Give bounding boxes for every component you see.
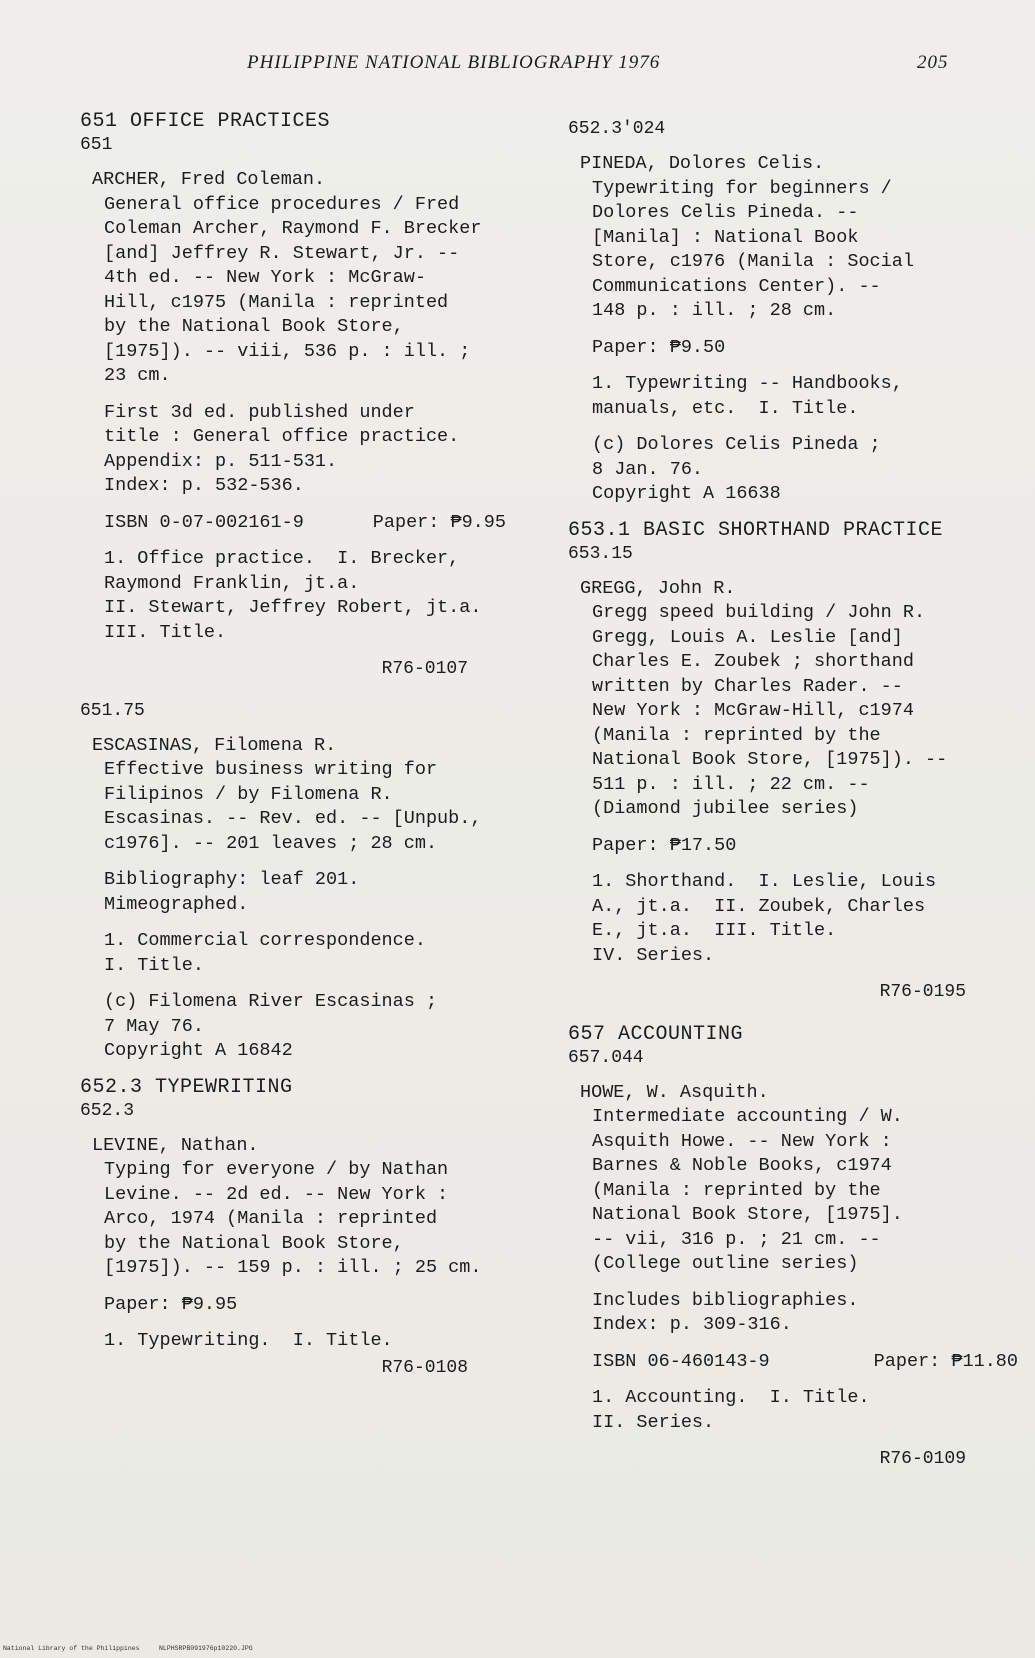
entry-description: Effective business writing for Filipinos / by Filomena R. Escasinas. -- Rev. ed. -- [Unpub., c1976]. -- 201 leaves ; 28 cm. [104,759,482,854]
entry-tracing: 1. Typewriting. I. Title. [104,1330,393,1351]
page-number: 205 [917,52,949,73]
entry-tracing: 1. Shorthand. I. Leslie, Louis A., jt.a. II. Zoubek, Charles E., jt.a. III. Title. IV. Series. [592,871,937,966]
section-heading: 657 ACCOUNTING [568,1022,744,1046]
right-column [568,118,1018,1490]
entry-levine [80,1134,520,1381]
entry-tracing: 1. Office practice. I. Brecker, Raymond Franklin, jt.a. II. Stewart, Jeffrey Robert, jt.a. III. Title. [104,548,482,643]
class-number: 651.75 [80,700,145,721]
entry-author: LEVINE, Nathan. [92,1134,259,1156]
price: Paper: ₱9.95 [372,511,506,533]
isbn: ISBN 06-460143-9 [592,1350,770,1372]
entry-author: PINEDA, Dolores Celis. [580,153,825,174]
entry-author: ARCHER, Fred Coleman. [92,169,326,190]
entry-notes: Bibliography: leaf 201. Mimeographed. [104,869,360,915]
entry-copyright: (c) Dolores Celis Pineda ; 8 Jan. 76. Copyright A 16638 [592,434,881,504]
entry-description: Typing for everyone / by Nathan Levine. -- 2d ed. -- New York : Arco, 1974 (Manila : reprinted by the National Book Store, [1975]). -- 159 p. : ill. ; 25 cm. [104,1159,482,1278]
entry-tracing: 1. Typewriting -- Handbooks, manuals, etc. I. Title. [592,373,903,419]
entry-notes: Includes bibliographies. Index: p. 309-316. [592,1289,859,1335]
entry-tracing: 1. Commercial correspondence. I. Title. [104,930,426,976]
entry-description: Typewriting for beginners / Dolores Celis Pineda. -- [Manila] : National Book Store, c1976 (Manila : Social Communications Center). -- 148 p. : ill. ; 28 cm. [592,177,914,321]
section-heading: 652.3 TYPEWRITING [80,1075,293,1099]
class-number: 652.3 [80,1100,135,1121]
entry-description: Gregg speed building / John R. Gregg, Louis A. Leslie [and] Charles E. Zoubek ; shorthand written by Charles Rader. -- New York : McGraw-Hill, c1974 (Manila : reprinted by the National Book Store, [1975]). -- 511 p. : ill. ; 22 cm. -- (Diamond jubilee series) [592,602,948,819]
class-number: 651 [80,135,113,155]
price: Paper: ₱9.95 [104,1293,238,1315]
entry-gregg [568,577,1018,1005]
entry-copyright: (c) Filomena River Escasinas ; 7 May 76. Copyright A 16842 [104,991,438,1061]
entry-archer [80,168,520,682]
isbn: ISBN 0-07-002161-9 [104,511,304,533]
entry-author: ESCASINAS, Filomena R. [92,734,337,756]
entry-description: Intermediate accounting / W. Asquith Howe. -- New York : Barnes & Noble Books, c1974 (Manila : reprinted by the National Book Store, [1975]. -- vii, 316 p. ; 21 cm. -- (College outline series) [592,1106,903,1274]
entry-tracing: 1. Accounting. I. Title. II. Series. [592,1387,870,1433]
entry-isbn-price [104,511,520,536]
record-number: R76-0109 [879,1449,966,1469]
price: Paper: ₱17.50 [592,834,737,856]
class-number: 653.15 [568,543,633,564]
entry-pineda [568,152,1018,507]
price: Paper: ₱11.80 [873,1350,1018,1372]
record-number: R76-0195 [879,982,966,1002]
class-number: 657.044 [568,1047,644,1068]
scan-footer: National Library of the Philippines NLPHSRPB091976p10220.JPG [3,1645,253,1652]
entry-description: General office procedures / Fred Coleman Archer, Raymond F. Brecker [and] Jeffrey R. Stewart, Jr. -- 4th ed. -- New York : McGraw- Hill, c1975 (Manila : reprinted by the National Book Store, [1975]). -- viii, 536 p. : ill. ; 23 cm. [104,193,482,386]
entry-howe [568,1081,1018,1472]
price: Paper: ₱9.50 [592,336,726,358]
left-column [80,110,520,1398]
entry-isbn-price [592,1350,1018,1375]
entry-author: GREGG, John R. [580,577,736,599]
class-number: 652.3'024 [568,119,666,139]
record-number: R76-0108 [381,1357,468,1378]
entry-notes: First 3d ed. published under title : General office practice. Appendix: p. 511-531. Index: p. 532-536. [104,401,460,496]
section-heading: 651 OFFICE PRACTICES [80,110,331,133]
record-number: R76-0107 [381,659,468,679]
entry-author: HOWE, W. Asquith. [580,1081,769,1103]
running-title: PHILIPPINE NATIONAL BIBLIOGRAPHY 1976 [247,52,661,73]
section-heading: 653.1 BASIC SHORTHAND PRACTICE [568,518,944,542]
entry-escasinas [80,734,520,1064]
